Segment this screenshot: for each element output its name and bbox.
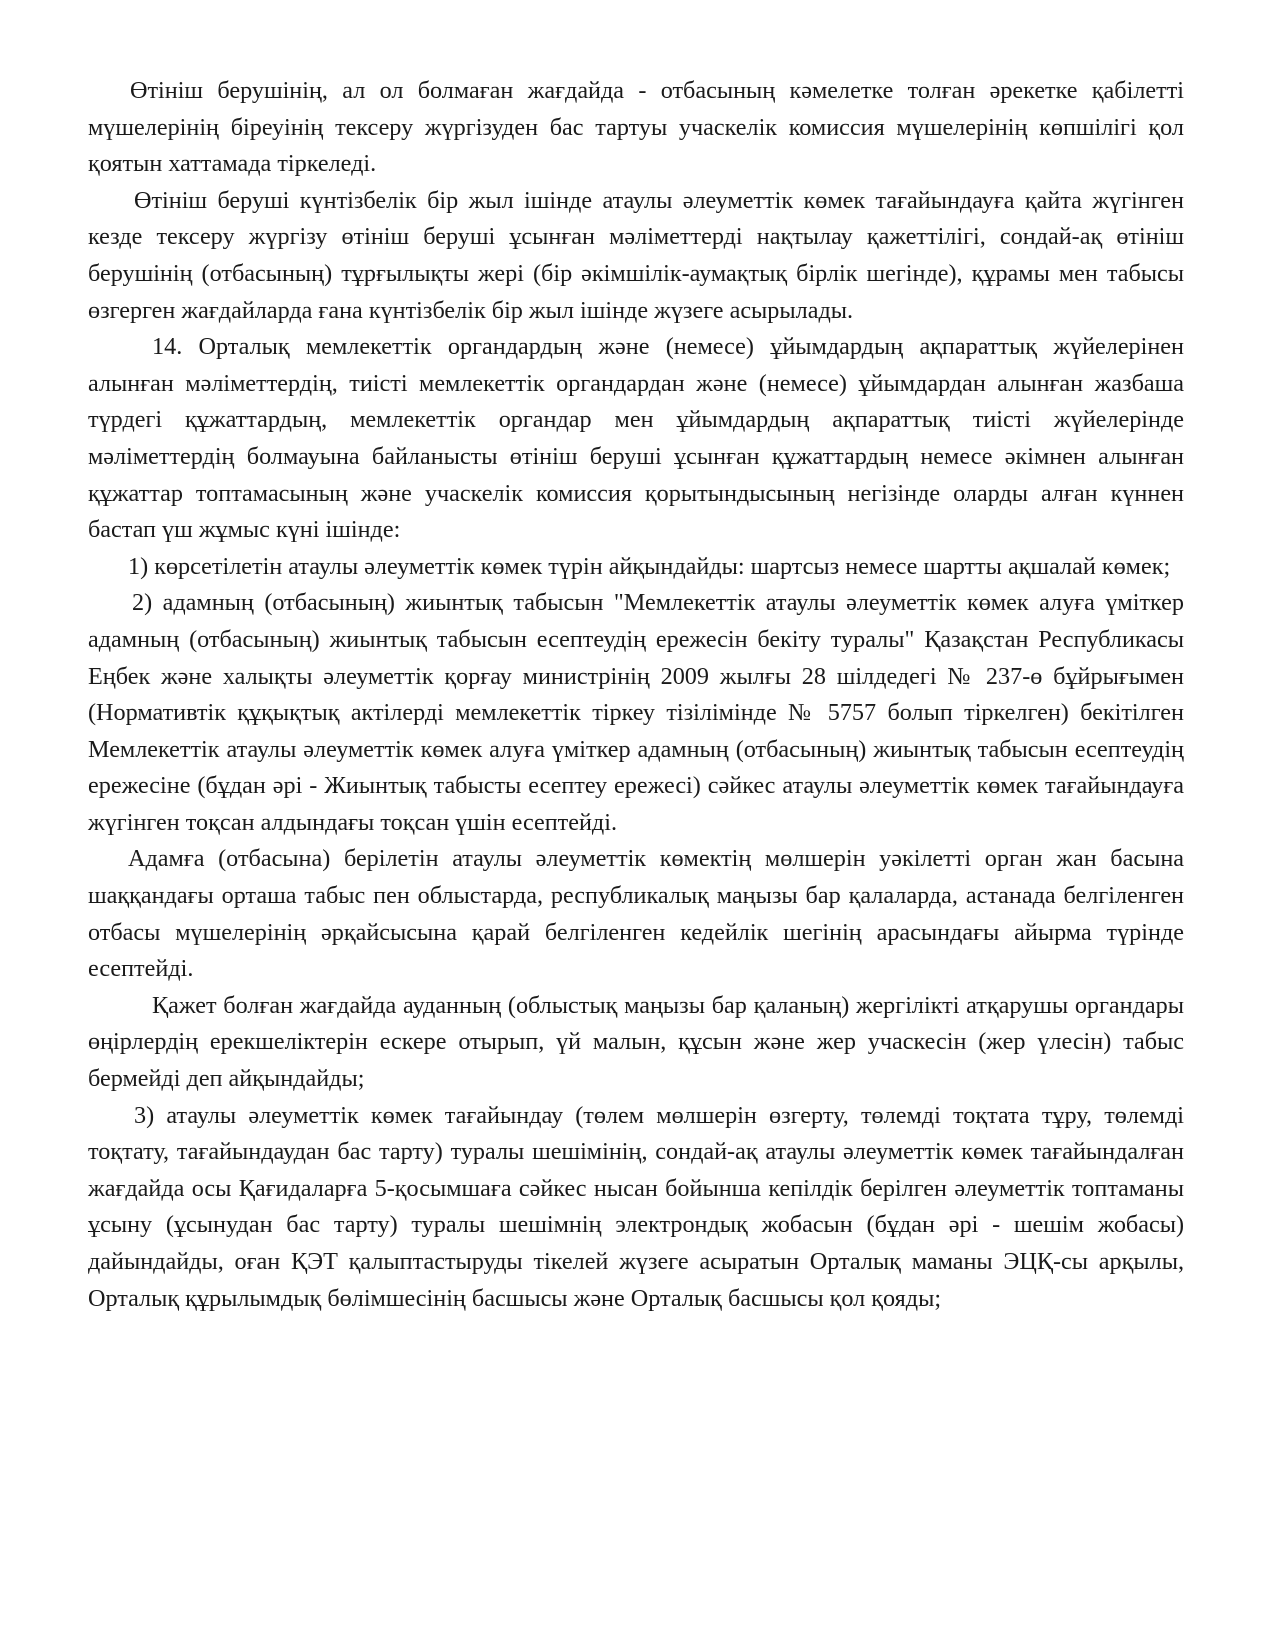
paragraph-local-authorities: Қажет болған жағдайда ауданның (облыстық маңызы бар қаланың) жергілікті атқарушы органдары өңірлердің ерекшеліктерін ескере отырып, үй малын, құсын және жер учаскесін (жер үлесін) табыс бермейді деп айқындайды; bbox=[88, 991, 1184, 1093]
paragraph-assistance-amount: Адамға (отбасына) берілетін атаулы әлеуметтік көмектің мөлшерін уәкілетті орган жан басына шаққандағы орташа табыс пен облыстарда, республикалық маңызы бар қалаларда, астанада белгіленген отбасы мүшелерінің әрқайсысына қарай белгіленген кедейлік шегінің арасындағы айырма түрінде есептейді. bbox=[88, 845, 1184, 983]
paragraph-refusal-of-inspection: Өтініш берушінің, ал ол болмаған жағдайда - отбасының кәмелетке толған әрекетке қабілетті мүшелерінің біреуінің тексеру жүргізуден бас тартуы учаскелік комиссия мүшелерінің көпшілігі қол қоятын хаттамада тіркеледі. bbox=[88, 77, 1184, 178]
paragraph-item-14: 14. Орталық мемлекеттік органдардың және (немесе) ұйымдардың ақпараттық жүйелерінен алынған мәліметтердің, тиісті мемлекеттік органдардан және (немесе) ұйымдардан алынған жазбаша түрдегі құжаттардың, мемлекеттік органдар мен ұйымдардың ақпараттық тиісті жүйелерінде мәліметтердің болмауына байланысты өтініш беруші ұсынған құжаттардың немесе әкімнен алынған құжаттар топтамасының және учаскелік комиссия қорытындысының негізінде оларды алған күннен бастап үш жұмыс күні ішінде: bbox=[88, 333, 1184, 544]
paragraph-subitem-1: 1) көрсетілетін атаулы әлеуметтік көмек түрін айқындайды: шартсыз немесе шартты ақшалай көмек; bbox=[128, 552, 1171, 580]
paragraph-subitem-3: 3) атаулы әлеуметтік көмек тағайындау (төлем мөлшерін өзгерту, төлемді тоқтата тұру, төлемді тоқтату, тағайындаудан бас тарту) туралы шешімінің, сондай-ақ атаулы әлеуметтік көмек тағайындалған жағдайда осы Қағидаларға 5-қосымшаға сәйкес нысан бойынша кепілдік берілген әлеуметтік топтаманы ұсыну (ұсынудан бас тарту) туралы шешімнің электрондық жобасын (бұдан әрі - шешім жобасы) дайындайды, оған ҚЭТ қалыптастыруды тікелей жүзеге асыратын Орталық маманы ЭЦҚ-сы арқылы, Орталық құрылымдық бөлімшесінің басшысы және Орталық басшысы қол қояды; bbox=[88, 1101, 1184, 1312]
document-body bbox=[88, 73, 1184, 1317]
paragraph-repeat-application: Өтініш беруші күнтізбелік бір жыл ішінде атаулы әлеуметтік көмек тағайындауға қайта жүгінген кезде тексеру жүргізу өтініш беруші ұсынған мәліметтерді нақтылау қажеттілігі, сондай-ақ өтініш берушінің (отбасының) тұрғылықты жері (бір әкімшілік-аумақтық бірлік шегінде), құрамы мен табысы өзгерген жағдайларда ғана күнтізбелік бір жыл ішінде жүзеге асырылады. bbox=[88, 186, 1184, 324]
paragraph-subitem-2: 2) адамның (отбасының) жиынтық табысын "Мемлекеттік атаулы әлеуметтік көмек алуға үміткер адамның (отбасының) жиынтық табысын есептеудің ережесін бекіту туралы" Қазақстан Республикасы Еңбек және халықты әлеуметтік қорғау министрінің 2009 жылғы 28 шілдедегі № 237-ө бұйрығымен (Нормативтік құқықтық актілерді мемлекеттік тіркеу тізілімінде № 5757 болып тіркелген) бекітілген Мемлекеттік атаулы әлеуметтік көмек алуға үміткер адамның (отбасының) жиынтық табысын есептеудің ережесіне (бұдан әрі - Жиынтық табысты есептеу ережесі) сәйкес атаулы әлеуметтік көмек тағайындауға жүгінген тоқсан алдындағы тоқсан үшін есептейді. bbox=[88, 589, 1184, 836]
